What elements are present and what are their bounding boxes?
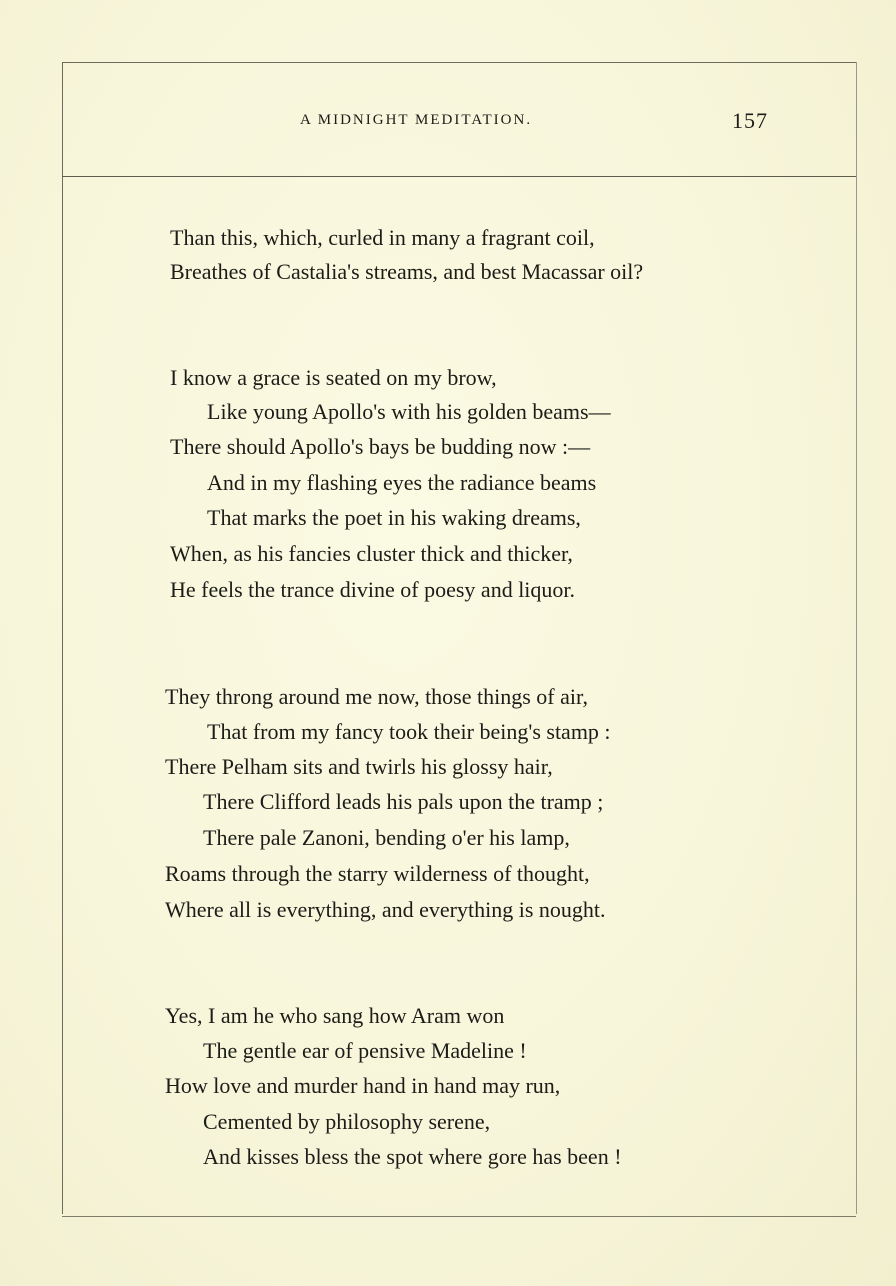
poem-line: There Clifford leads his pals upon the tramp ; — [203, 789, 604, 814]
poem-line: And kisses bless the spot where gore has been ! — [203, 1144, 622, 1169]
poem-line: Cemented by philosophy serene, — [203, 1109, 491, 1134]
poem-line: That marks the poet in his waking dreams, — [207, 505, 581, 530]
poem-line: When, as his fancies cluster thick and thicker, — [170, 541, 573, 566]
poem-line: How love and murder hand in hand may run, — [165, 1073, 561, 1098]
poem-line: That from my fancy took their being's stamp : — [207, 719, 611, 744]
header-rule — [62, 176, 856, 177]
page-number: 157 — [732, 108, 768, 133]
poem-line: Like young Apollo's with his golden beams— — [207, 399, 611, 424]
page-frame-top-rule — [62, 62, 856, 63]
poem-line: Breathes of Castalia's streams, and best Macassar oil? — [170, 259, 644, 284]
poem-line: Where all is everything, and everything is nought. — [165, 897, 606, 922]
poem-line: Than this, which, curled in many a fragrant coil, — [170, 225, 595, 250]
poem-line: The gentle ear of pensive Madeline ! — [203, 1038, 527, 1063]
poem-line: There should Apollo's bays be budding now :— — [170, 434, 591, 459]
running-title: A MIDNIGHT MEDITATION. — [300, 112, 533, 128]
poem-line: And in my flashing eyes the radiance beams — [207, 470, 597, 495]
poem-line: I know a grace is seated on my brow, — [170, 365, 497, 390]
poem-line: They throng around me now, those things of air, — [165, 684, 588, 709]
poem-line: There Pelham sits and twirls his glossy hair, — [165, 754, 553, 779]
page-frame-bottom-rule — [62, 1216, 856, 1217]
page-frame-left-rule — [62, 62, 63, 1214]
poem-line: He feels the trance divine of poesy and liquor. — [170, 577, 576, 602]
poem-line: Yes, I am he who sang how Aram won — [165, 1003, 505, 1028]
page-frame-right-rule — [856, 62, 857, 1214]
poem-line: Roams through the starry wilderness of thought, — [165, 861, 590, 886]
poem-line: There pale Zanoni, bending o'er his lamp, — [203, 825, 570, 850]
